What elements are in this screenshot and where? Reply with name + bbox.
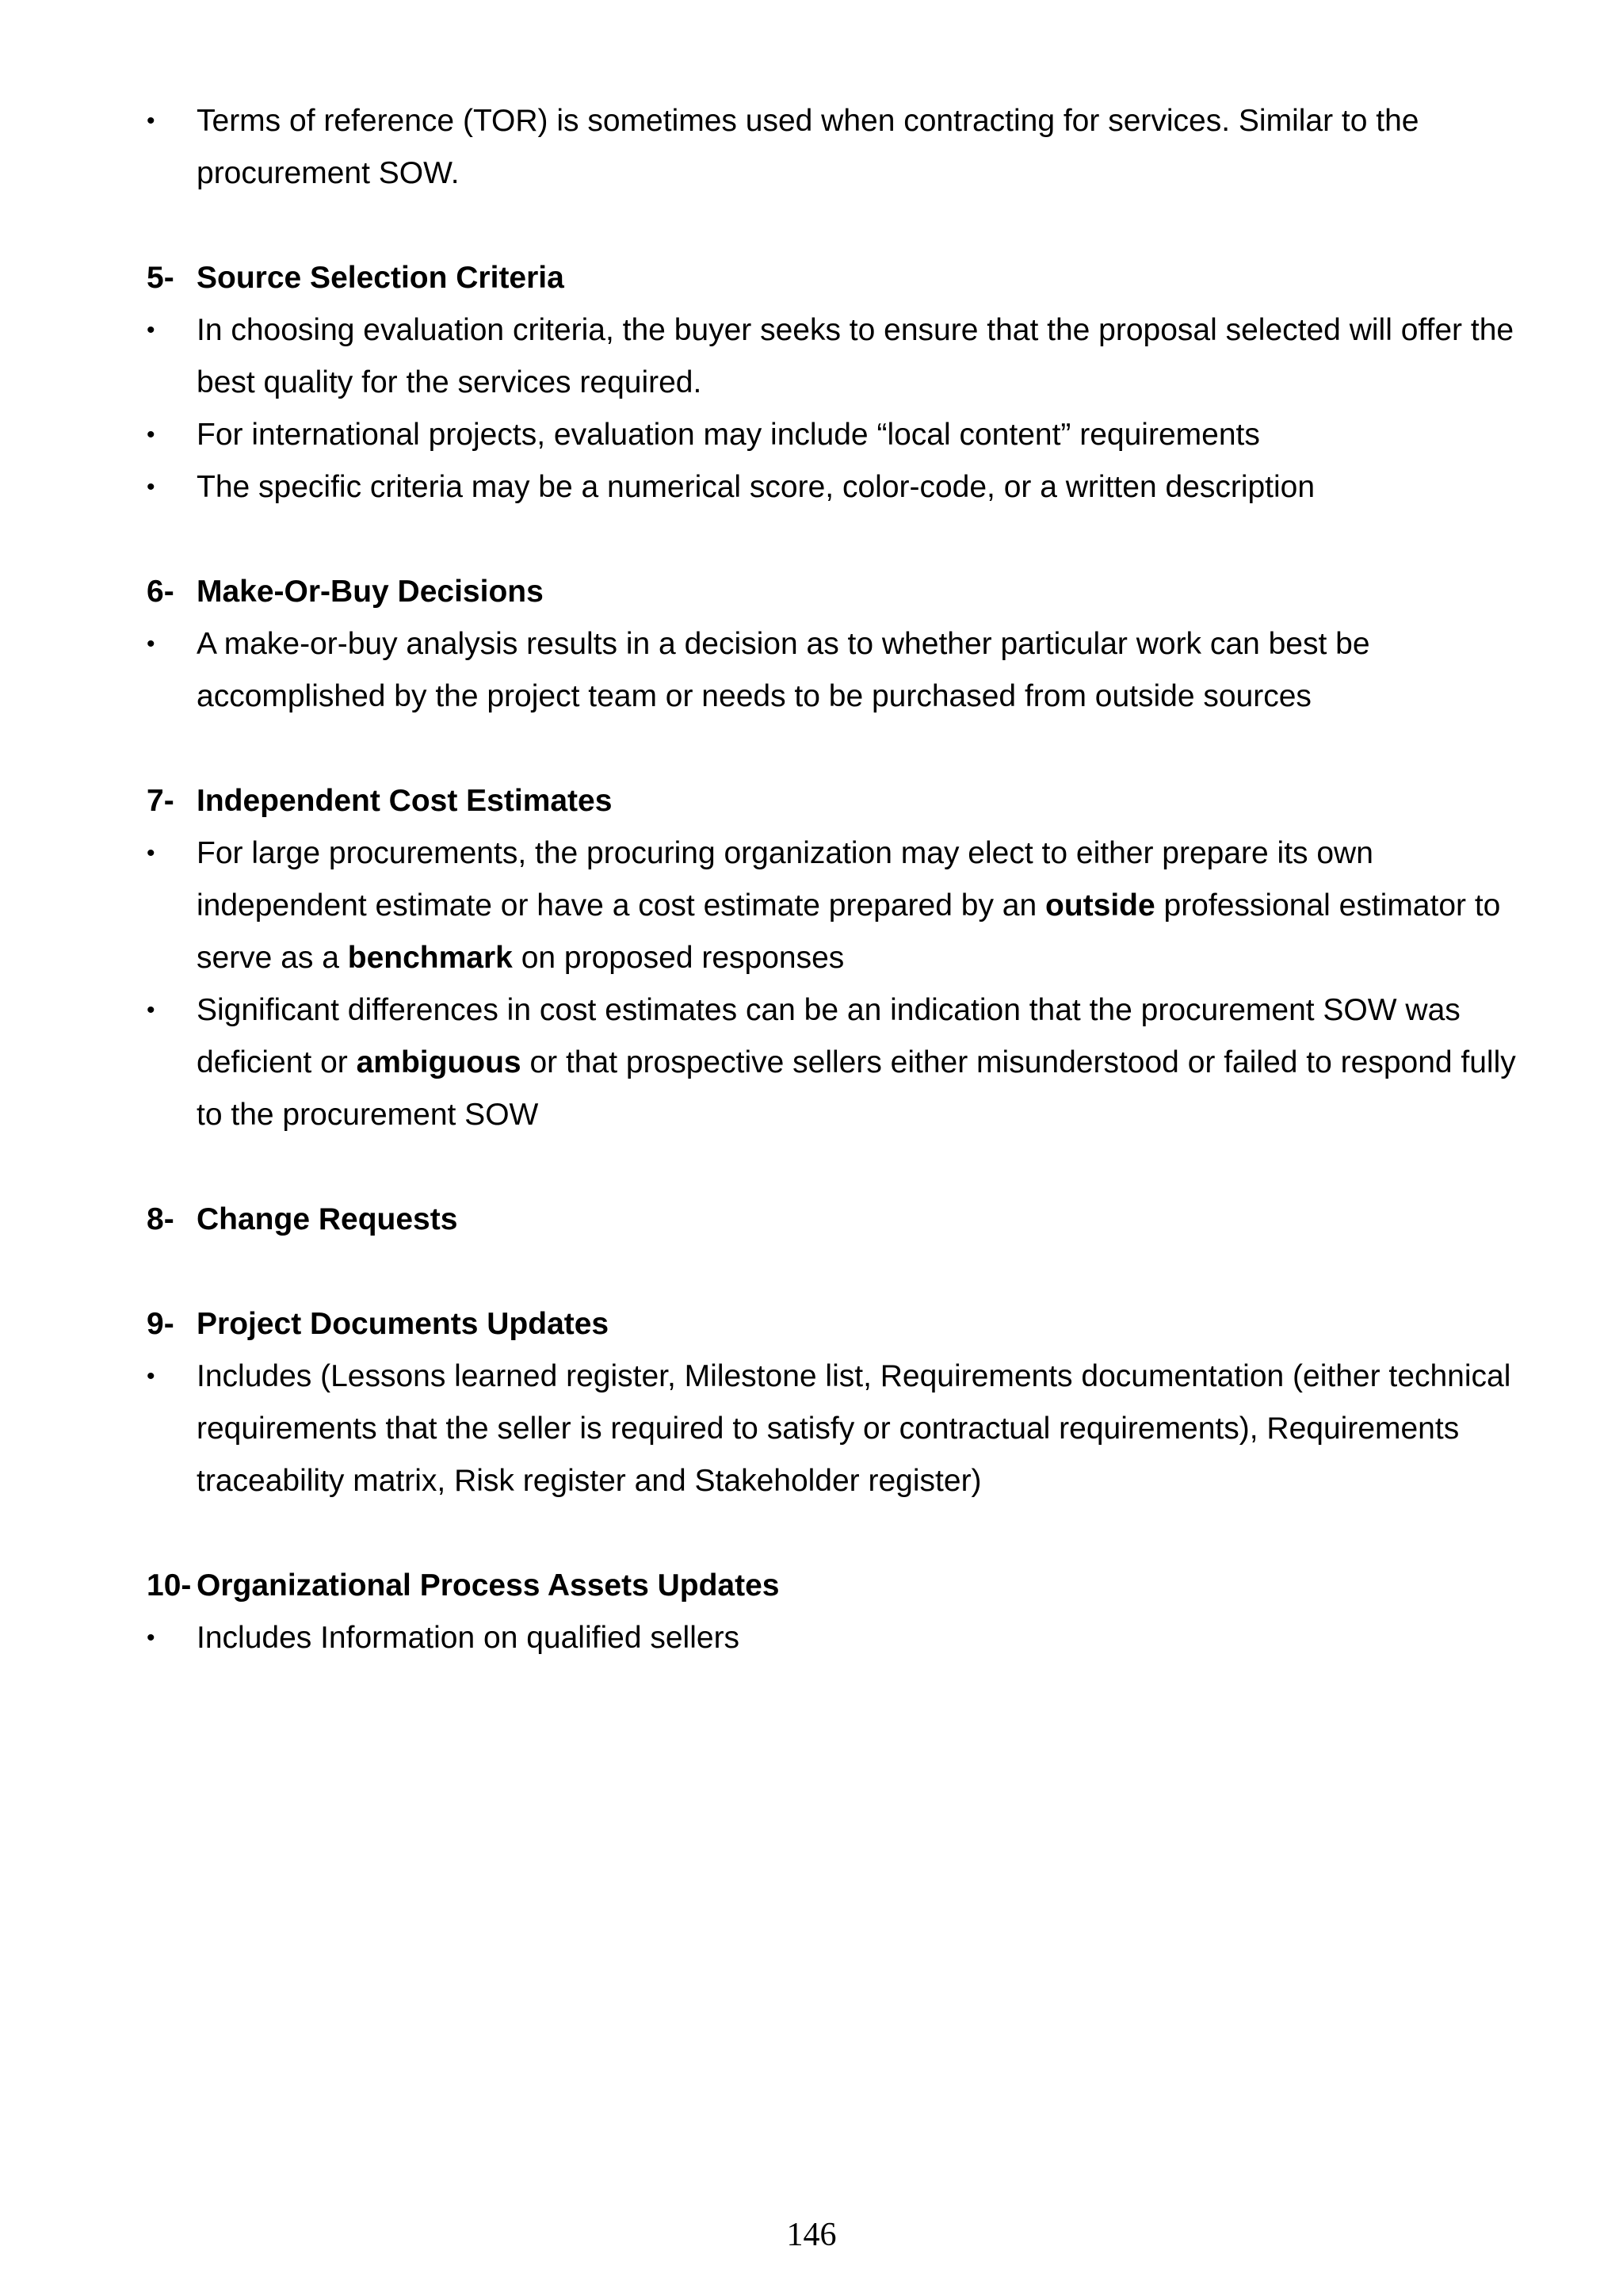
bullet-text: The specific criteria may be a numerical score, color-code, or a written description	[197, 470, 1316, 504]
section-number: 7-	[147, 784, 174, 818]
text-run: or that prospective sellers either misunderstood or failed to respond fully to the procurement SOW	[197, 1045, 1516, 1132]
text-run: on proposed responses	[512, 941, 845, 975]
section-number: 6-	[147, 575, 174, 609]
section-title: Independent Cost Estimates	[197, 784, 613, 818]
section-heading	[0, 1560, 1623, 1612]
list-item	[0, 984, 1623, 1141]
bold-term: benchmark	[347, 941, 513, 975]
list-item	[0, 95, 1623, 200]
bullet-text: A make-or-buy analysis results in a decision as to whether particular work can best be accomplished by the project team or needs to be purchased from outside sources	[197, 627, 1370, 713]
section-heading	[0, 566, 1623, 618]
text-run: professional estimator to serve as a	[197, 888, 1501, 975]
bullet-text: In choosing evaluation criteria, the buyer seeks to ensure that the proposal selected will offer the best quality for the services required.	[197, 313, 1514, 399]
section-heading	[0, 1194, 1623, 1246]
bullet-icon: •	[147, 1625, 155, 1651]
list-item	[0, 1612, 1623, 1664]
page-number: 146	[786, 2217, 837, 2253]
bullet-text: Includes (Lessons learned register, Milestone list, Requirements documentation (either technical requirements that the seller is required to satisfy or contractual requirements), Requirements traceability matrix, Risk register and Stakeholder register)	[197, 1359, 1511, 1498]
list-item	[0, 409, 1623, 461]
bold-term: outside	[1045, 888, 1155, 923]
bullet-text: Includes Information on qualified sellers	[197, 1621, 740, 1655]
section-title: Make-Or-Buy Decisions	[197, 575, 544, 609]
bullet-text	[197, 827, 1528, 984]
list-item	[0, 304, 1623, 409]
bullet-icon: •	[147, 997, 155, 1023]
section-number: 5-	[147, 261, 174, 295]
list-item	[0, 827, 1623, 984]
bullet-icon: •	[147, 840, 155, 866]
bullet-text: Terms of reference (TOR) is sometimes used when contracting for services. Similar to the procurement SOW.	[197, 104, 1419, 190]
text-run: Significant differences in cost estimates can be an indication that the procurement SOW was deficient or	[197, 993, 1461, 1079]
list-item	[0, 461, 1623, 514]
bullet-text	[197, 984, 1528, 1141]
section-number: 10-	[147, 1568, 192, 1603]
bullet-icon: •	[147, 631, 155, 657]
section-number: 8-	[147, 1202, 174, 1236]
text-run: For large procurements, the procuring organization may elect to either prepare its own independent estimate or have a cost estimate prepared by an	[197, 836, 1373, 923]
list-item	[0, 1350, 1623, 1507]
bold-term: ambiguous	[356, 1045, 521, 1079]
bullet-icon: •	[147, 317, 155, 343]
section-title: Project Documents Updates	[197, 1307, 609, 1341]
bullet-icon: •	[147, 1363, 155, 1389]
bullet-icon: •	[147, 108, 155, 134]
section-number: 9-	[147, 1307, 174, 1341]
bullet-icon: •	[147, 474, 155, 500]
section-title: Source Selection Criteria	[197, 261, 564, 295]
section-heading	[0, 1298, 1623, 1350]
document-body	[0, 95, 1623, 1664]
bullet-text: For international projects, evaluation may include “local content” requirements	[197, 418, 1260, 452]
list-item	[0, 618, 1623, 723]
section-title: Organizational Process Assets Updates	[197, 1568, 780, 1603]
bullet-icon: •	[147, 422, 155, 448]
section-heading	[0, 775, 1623, 827]
section-title: Change Requests	[197, 1202, 458, 1236]
section-heading	[0, 252, 1623, 304]
